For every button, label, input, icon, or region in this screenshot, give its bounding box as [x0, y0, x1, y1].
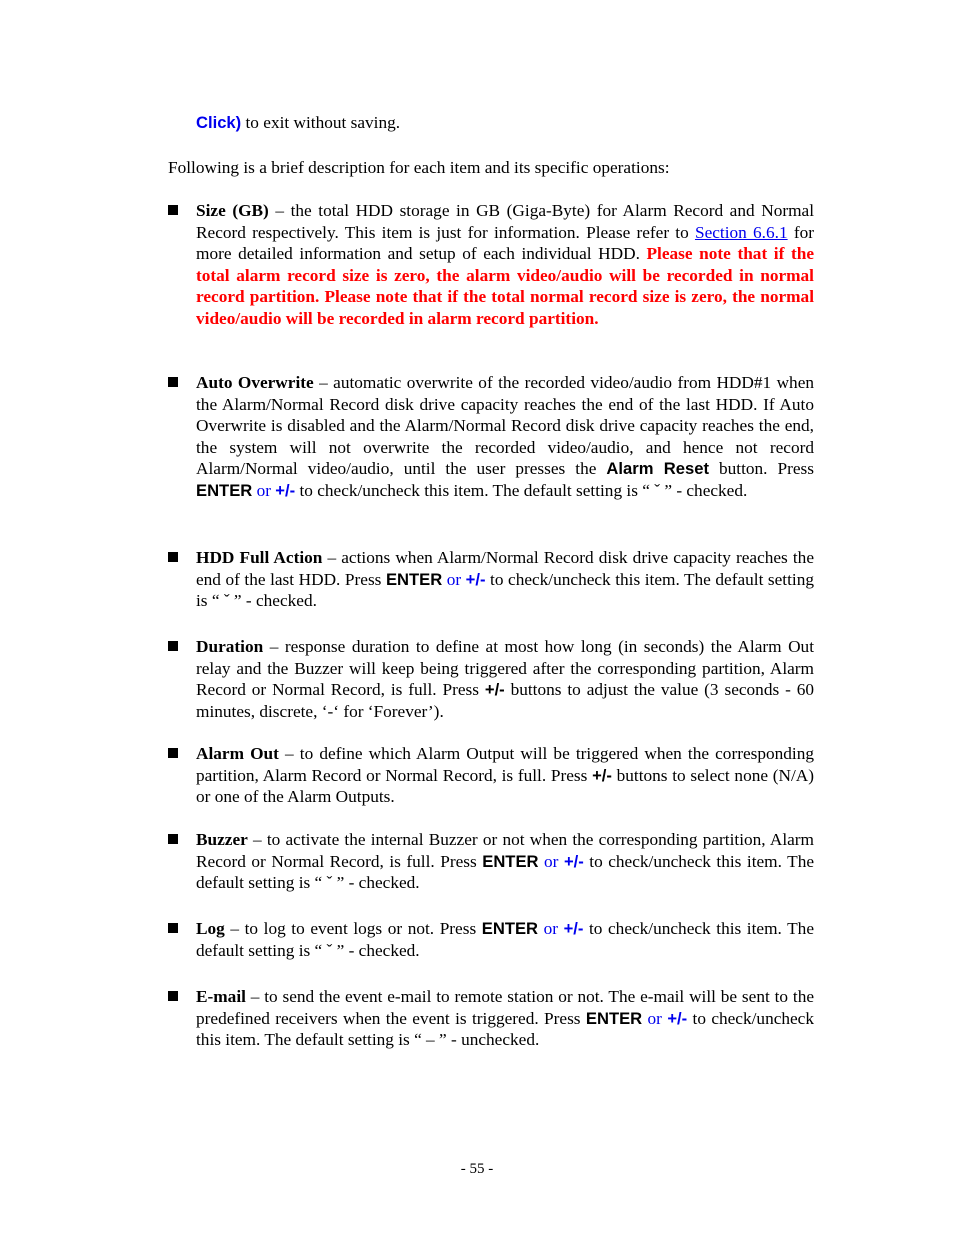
item-desc: – actions when Alarm/Normal Record disk drive capacity reaches the end of the last HDD. Press — [196, 548, 814, 589]
item-term: Auto Overwrite — [196, 373, 314, 392]
bullet-icon — [168, 377, 178, 387]
item-desc: – automatic overwrite of the recorded video/audio from HDD#1 when the Alarm/Normal Record disk drive capacity reaches the end of the last HDD. If Auto Overwrite is disabled and the Alarm/Normal Record disk drive capacity reaches the end, the system will not overwrite the recorded video/audio, and hence not record Alarm/Normal video/audio, until the user presses the — [196, 373, 815, 479]
exit-instruction — [196, 112, 400, 134]
item-log — [168, 918, 814, 961]
or-text: or — [538, 851, 564, 871]
item-desc-end: to check/uncheck this item. The default setting is “ ˇ ” - checked. — [295, 480, 748, 500]
plus-minus-key: +/- — [275, 480, 296, 500]
item-desc: – the total HDD storage in GB (Giga-Byte) for Alarm Record and Normal Record respectively. This item is just for information. Please refer to — [196, 201, 814, 242]
plus-minus-key: +/- — [465, 569, 486, 589]
item-desc: – to send the event e-mail to remote station or not. The e-mail will be sent to the predefined receivers when the event is triggered. Press — [196, 987, 814, 1028]
click-keyword: Click) — [196, 113, 242, 132]
exit-text: to exit without saving. — [241, 113, 401, 132]
or-text: or — [538, 919, 564, 938]
item-duration-body — [196, 636, 814, 722]
bullet-icon — [168, 923, 178, 933]
item-desc: – to log to event logs or not. Press — [224, 919, 482, 938]
item-size-body — [196, 200, 814, 330]
item-term: Size (GB) — [196, 201, 269, 220]
item-term: HDD Full Action — [196, 548, 323, 567]
item-desc-end: to check/uncheck this item. The default setting is “ ˇ ” - checked. — [196, 919, 814, 960]
item-size — [168, 200, 814, 330]
item-auto-overwrite — [168, 372, 814, 502]
enter-key: ENTER — [482, 851, 539, 871]
bullet-icon — [168, 552, 178, 562]
item-email-body — [196, 986, 814, 1051]
item-desc: – to define which Alarm Output will be triggered when the corresponding partition, Alarm Record or Normal Record, is full. Press — [196, 744, 814, 785]
item-term: Duration — [196, 637, 264, 656]
item-alarm-out-body — [196, 743, 814, 808]
item-auto-overwrite-body — [196, 372, 814, 502]
item-desc-end: buttons to adjust the value (3 seconds - 60 minutes, discrete, ‘-‘ for ‘Forever’). — [196, 680, 814, 721]
item-hdd-full-action — [168, 547, 814, 612]
plus-minus-key: +/- — [667, 1008, 688, 1028]
plus-minus-key: +/- — [563, 851, 584, 871]
item-desc: – to activate the internal Buzzer or not when the corresponding partition, Alarm Record or Normal Record, is full. Press — [196, 830, 814, 871]
bullet-icon — [168, 991, 178, 1001]
item-duration — [168, 636, 814, 722]
bullet-icon — [168, 748, 178, 758]
bullet-icon — [168, 641, 178, 651]
plus-minus-key: +/- — [484, 680, 505, 700]
section-link[interactable]: Section 6.6.1 — [694, 222, 788, 242]
item-term: Buzzer — [196, 830, 248, 849]
enter-key: ENTER — [481, 919, 539, 938]
or-text: or — [642, 1008, 668, 1028]
item-email — [168, 986, 814, 1051]
item-desc-end: to check/uncheck this item. The default setting is “ ˇ ” - checked. — [196, 851, 814, 893]
alarm-reset-key: Alarm Reset — [606, 459, 709, 479]
item-log-body — [196, 918, 814, 961]
enter-key: ENTER — [196, 480, 253, 500]
bullet-icon — [168, 834, 178, 844]
intro-paragraph: Following is a brief description for each item and its specific operations: — [168, 158, 670, 177]
item-buzzer-body — [196, 829, 814, 894]
item-desc-end: to check/uncheck this item. The default setting is “ ˇ ” - checked. — [196, 569, 814, 611]
item-hdd-full-action-body — [196, 547, 814, 612]
item-buzzer — [168, 829, 814, 894]
item-desc-end: to check/uncheck this item. The default setting is “ – ” - unchecked. — [196, 1008, 814, 1050]
item-desc: – response duration to define at most how long (in seconds) the Alarm Out relay and the Buzzer will keep being triggered after the corresponding partition, Alarm Record or Normal Record, is full. Press — [196, 637, 814, 700]
page-number: - 55 - — [460, 1161, 494, 1177]
item-term: Alarm Out — [196, 744, 279, 763]
or-text: or — [442, 569, 466, 589]
item-alarm-out — [168, 743, 814, 808]
bullet-icon — [168, 205, 178, 215]
item-term: E-mail — [196, 987, 246, 1006]
plus-minus-key: +/- — [563, 919, 584, 938]
enter-key: ENTER — [585, 1008, 643, 1028]
item-desc-end: buttons to select none (N/A) or one of the Alarm Outputs. — [196, 765, 814, 807]
item-desc-2: for more detailed information and setup of each individual HDD. — [196, 222, 814, 264]
warning-note: Please note that if the total alarm record size is zero, the alarm video/audio will be recorded in normal record partition. Please note that if the total normal record size is zero, the normal video/audio will be recorded in alarm record partition. — [196, 244, 814, 328]
plus-minus-key: +/- — [592, 765, 612, 785]
item-desc-mid: button. Press — [708, 459, 814, 479]
item-term: Log — [196, 919, 225, 938]
enter-key: ENTER — [385, 569, 443, 589]
or-text: or — [252, 480, 276, 500]
